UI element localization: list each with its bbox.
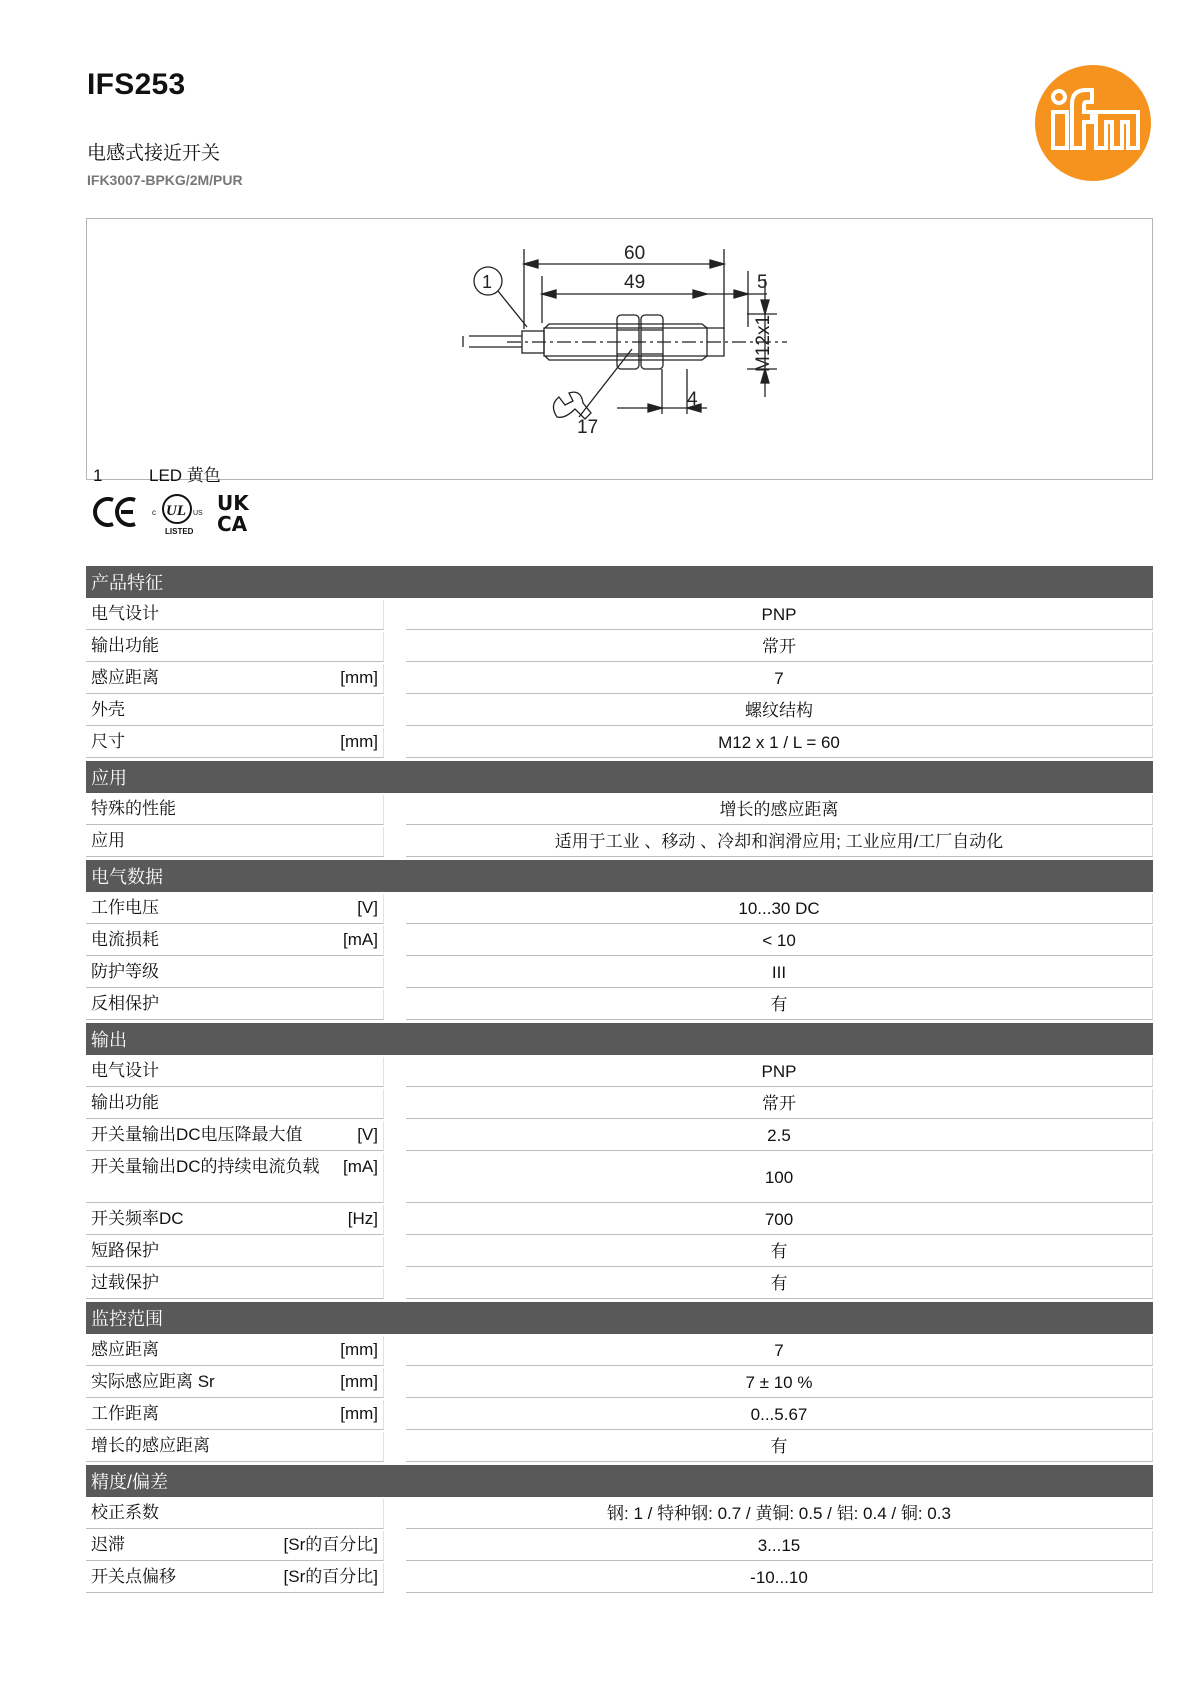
spec-row: [86, 1089, 1153, 1119]
spec-value: 适用于工业 、移动 、冷却和润滑应用; 工业应用/工厂自动化: [406, 827, 1153, 857]
product-subtitle: 电感式接近开关: [87, 143, 221, 164]
sensor-dimension-svg: [87, 219, 1152, 459]
spec-value: PNP: [406, 1057, 1153, 1087]
spec-value: 3...15: [406, 1531, 1153, 1561]
spec-row: [86, 632, 1153, 662]
spec-label: 感应距离: [91, 1340, 159, 1359]
spec-unit: [Sr的百分比]: [283, 1535, 378, 1554]
spec-row: [86, 728, 1153, 758]
spec-value: M12 x 1 / L = 60: [406, 728, 1153, 758]
spec-label-cell: [86, 1368, 384, 1398]
spec-section: [86, 761, 1153, 857]
spec-label: 短路保护: [91, 1241, 159, 1260]
section-header: 精度/偏差: [86, 1465, 1153, 1497]
dim-end: 5: [757, 272, 768, 293]
spec-label: 开关频率DC: [91, 1209, 184, 1228]
spec-row: [86, 1269, 1153, 1299]
spec-label-cell: [86, 894, 384, 924]
spec-label: 电流损耗: [91, 930, 159, 949]
spec-label-cell: [86, 926, 384, 956]
spec-value: 700: [406, 1205, 1153, 1235]
spec-row: [86, 1205, 1153, 1235]
spec-unit: [V]: [357, 1125, 378, 1144]
spec-label: 过载保护: [91, 1273, 159, 1292]
spec-row: [86, 1237, 1153, 1267]
spec-row: [86, 990, 1153, 1020]
spec-value: 有: [406, 1432, 1153, 1462]
dim-total: 60: [624, 243, 646, 264]
ukca-mark-icon: [217, 492, 259, 534]
spec-value: 2.5: [406, 1121, 1153, 1151]
spec-label-cell: [86, 795, 384, 825]
spec-label-cell: [86, 1336, 384, 1366]
spec-unit: [Hz]: [347, 1209, 378, 1228]
spec-label-cell: [86, 827, 384, 857]
spec-unit: [mm]: [340, 732, 378, 751]
spec-label: 工作距离: [91, 1404, 159, 1423]
spec-label-cell: [86, 1269, 384, 1299]
svg-text:CA: CA: [217, 512, 248, 534]
spec-label: 开关量输出DC的持续电流负载: [91, 1157, 320, 1176]
spec-value: PNP: [406, 600, 1153, 630]
spec-label: 特殊的性能: [91, 799, 176, 818]
spec-row: [86, 1531, 1153, 1561]
spec-label-cell: [86, 728, 384, 758]
spec-value: < 10: [406, 926, 1153, 956]
spec-label: 防护等级: [91, 962, 159, 981]
spec-value: 钢: 1 / 特种钢: 0.7 / 黄铜: 0.5 / 铝: 0.4 / 铜: 0.3: [406, 1499, 1153, 1529]
spec-value: 增长的感应距离: [406, 795, 1153, 825]
spec-section: [86, 860, 1153, 1020]
spec-value: 有: [406, 990, 1153, 1020]
spec-row: [86, 1336, 1153, 1366]
spec-row: [86, 1121, 1153, 1151]
spec-label: 感应距离: [91, 668, 159, 687]
dim-body: 49: [624, 272, 646, 293]
spec-label: 反相保护: [91, 994, 159, 1013]
spec-value: 有: [406, 1237, 1153, 1267]
spec-label: 开关量输出DC电压降最大值: [91, 1125, 303, 1144]
spec-label-cell: [86, 1400, 384, 1430]
spec-section: [86, 1302, 1153, 1462]
spec-row: [86, 1563, 1153, 1593]
spec-label-cell: [86, 1531, 384, 1561]
dimension-drawing: [86, 218, 1153, 485]
spec-label-cell: [86, 1432, 384, 1462]
svg-text:LISTED: LISTED: [165, 527, 194, 536]
section-header: 电气数据: [86, 860, 1153, 892]
drawing-legend: [93, 461, 221, 486]
spec-unit: [V]: [357, 898, 378, 917]
spec-unit: [Sr的百分比]: [283, 1567, 378, 1586]
callout-number: 1: [482, 272, 493, 292]
spec-row: [86, 1368, 1153, 1398]
spec-value: -10...10: [406, 1563, 1153, 1593]
section-header: 输出: [86, 1023, 1153, 1055]
spec-unit: [mm]: [340, 1372, 378, 1391]
spec-row: [86, 600, 1153, 630]
spec-row: [86, 827, 1153, 857]
svg-text:US: US: [193, 510, 203, 517]
spec-row: [86, 1153, 1153, 1203]
spec-unit: [mm]: [340, 1404, 378, 1423]
ce-mark-icon: [93, 492, 139, 532]
spec-label-cell: [86, 958, 384, 988]
spec-label: 输出功能: [91, 1093, 159, 1112]
spec-label: 工作电压: [91, 898, 159, 917]
spec-label: 电气设计: [91, 604, 159, 623]
spec-label-cell: [86, 1499, 384, 1529]
spec-unit: [mm]: [340, 668, 378, 687]
spec-label: 开关点偏移: [91, 1567, 176, 1586]
spec-row: [86, 1057, 1153, 1087]
spec-row: [86, 696, 1153, 726]
spec-row: [86, 795, 1153, 825]
spec-label-cell: [86, 696, 384, 726]
spec-label: 电气设计: [91, 1061, 159, 1080]
dim-nut: 4: [687, 389, 698, 410]
product-title: IFS253: [87, 68, 186, 101]
spec-label-cell: [86, 1121, 384, 1151]
spec-value: 100: [406, 1153, 1153, 1203]
spec-sheet: [86, 566, 1153, 1596]
spec-section: [86, 1023, 1153, 1299]
spec-unit: [mA]: [343, 1157, 378, 1176]
spec-value: 10...30 DC: [406, 894, 1153, 924]
spec-label-cell: [86, 990, 384, 1020]
spec-value: 7: [406, 664, 1153, 694]
spec-label: 实际感应距离 Sr: [91, 1372, 215, 1391]
spec-label: 应用: [91, 831, 125, 850]
legend-text: LED 黄色: [149, 466, 221, 485]
spec-label-cell: [86, 664, 384, 694]
spec-value: 0...5.67: [406, 1400, 1153, 1430]
spec-value: 有: [406, 1269, 1153, 1299]
spec-label-cell: [86, 1089, 384, 1119]
spec-label-cell: [86, 632, 384, 662]
spec-label-cell: [86, 1057, 384, 1087]
dim-wrench: 17: [577, 417, 599, 438]
spec-row: [86, 1499, 1153, 1529]
spec-label-cell: [86, 1205, 384, 1235]
spec-section: [86, 566, 1153, 758]
spec-label: 外壳: [91, 700, 125, 719]
spec-label: 尺寸: [91, 732, 125, 751]
spec-row: [86, 664, 1153, 694]
spec-label-cell: [86, 1153, 384, 1203]
spec-value: III: [406, 958, 1153, 988]
ul-listed-icon: [151, 492, 203, 536]
spec-section: [86, 1465, 1153, 1593]
spec-label: 校正系数: [91, 1503, 159, 1522]
spec-label-cell: [86, 1563, 384, 1593]
svg-text:UK: UK: [217, 492, 249, 515]
svg-text:UL: UL: [166, 503, 186, 519]
spec-value: 常开: [406, 1089, 1153, 1119]
spec-unit: [mA]: [343, 930, 378, 949]
spec-label-cell: [86, 1237, 384, 1267]
svg-text:c: c: [152, 508, 156, 517]
spec-unit: [mm]: [340, 1340, 378, 1359]
section-header: 应用: [86, 761, 1153, 793]
spec-value: 7: [406, 1336, 1153, 1366]
spec-row: [86, 894, 1153, 924]
ifm-logo: [1034, 64, 1152, 182]
dim-thread: M12x1: [753, 314, 774, 372]
spec-value: 螺纹结构: [406, 696, 1153, 726]
section-header: 监控范围: [86, 1302, 1153, 1334]
spec-row: [86, 958, 1153, 988]
section-header: 产品特征: [86, 566, 1153, 598]
spec-value: 7 ± 10 %: [406, 1368, 1153, 1398]
spec-row: [86, 1432, 1153, 1462]
spec-label: 输出功能: [91, 636, 159, 655]
spec-label: 迟滞: [91, 1535, 125, 1554]
spec-label-cell: [86, 600, 384, 630]
legend-number: 1: [93, 466, 103, 485]
spec-row: [86, 1400, 1153, 1430]
spec-label: 增长的感应距离: [91, 1436, 210, 1455]
spec-value: 常开: [406, 632, 1153, 662]
spec-row: [86, 926, 1153, 956]
article-code: IFK3007-BPKG/2M/PUR: [87, 172, 243, 188]
